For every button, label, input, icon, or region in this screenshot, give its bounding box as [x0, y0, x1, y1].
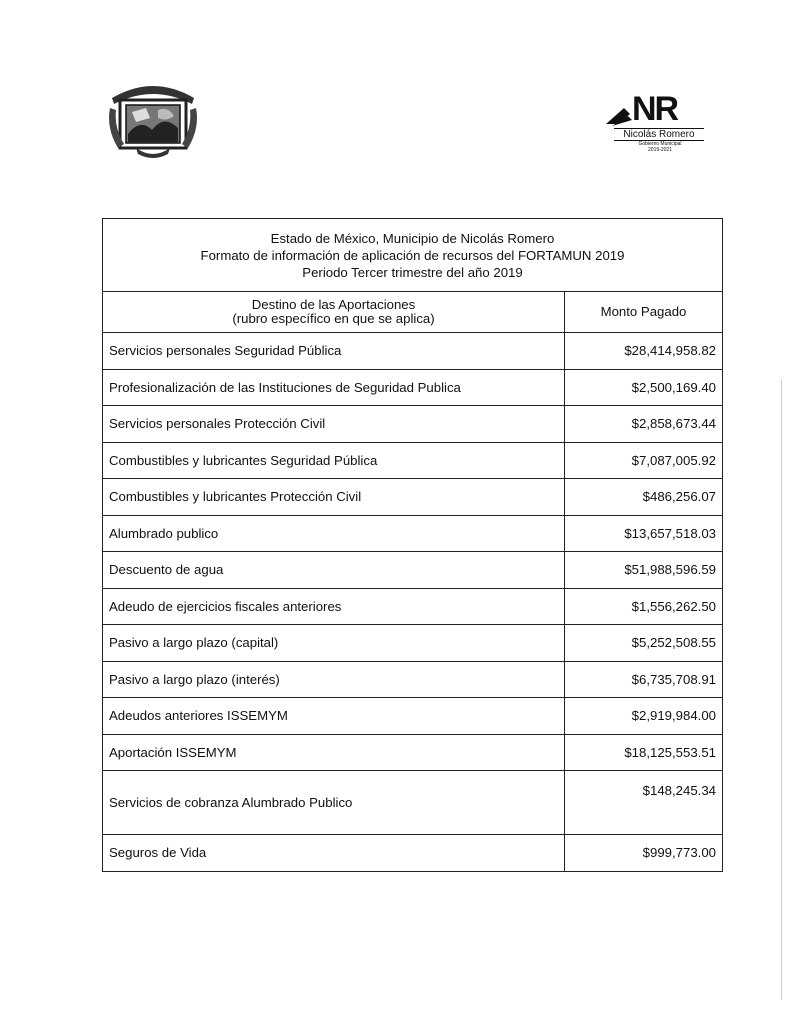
row-monto: $6,735,708.91: [565, 661, 723, 698]
row-concepto: Servicios personales Protección Civil: [103, 406, 565, 443]
table-row: [103, 734, 723, 771]
row-monto: $1,556,262.50: [565, 588, 723, 625]
row-concepto: Adeudos anteriores ISSEMYM: [103, 698, 565, 735]
row-concepto: Servicios personales Seguridad Pública: [103, 333, 565, 370]
row-monto: $7,087,005.92: [565, 442, 723, 479]
nicolas-romero-logo: [602, 90, 702, 164]
row-concepto: Combustibles y lubricantes Seguridad Pública: [103, 442, 565, 479]
destino-line-1: Destino de las Aportaciones: [251, 297, 416, 312]
report-title: [103, 219, 723, 292]
row-monto: $148,245.34: [565, 771, 723, 835]
row-monto: $5,252,508.55: [565, 625, 723, 662]
row-concepto: Alumbrado publico: [103, 515, 565, 552]
row-monto: $486,256.07: [565, 479, 723, 516]
row-monto: $28,414,958.82: [565, 333, 723, 370]
row-monto: $2,858,673.44: [565, 406, 723, 443]
row-concepto: Descuento de agua: [103, 552, 565, 589]
row-concepto: Pasivo a largo plazo (interés): [103, 661, 565, 698]
row-concepto: Profesionalización de las Instituciones de Seguridad Publica: [103, 369, 565, 406]
row-monto: $999,773.00: [565, 835, 723, 872]
title-line-2: Formato de información de aplicación de recursos del FORTAMUN 2019: [200, 247, 625, 263]
row-monto: $18,125,553.51: [565, 734, 723, 771]
row-concepto: Servicios de cobranza Alumbrado Publico: [103, 771, 565, 835]
row-concepto: Pasivo a largo plazo (capital): [103, 625, 565, 662]
table-row: [103, 406, 723, 443]
table-row: [103, 333, 723, 370]
scan-edge-artifact: [781, 380, 782, 1000]
table-row: [103, 625, 723, 662]
municipal-seal-image: [106, 78, 200, 160]
row-concepto: Adeudo de ejercicios fiscales anteriores: [103, 588, 565, 625]
logo-letters: NR: [632, 90, 678, 128]
logo-name: Nicolás Romero: [614, 128, 704, 141]
column-header-monto: Monto Pagado: [565, 292, 723, 333]
title-line-3: Periodo Tercer trimestre del año 2019: [302, 264, 523, 280]
table-row: [103, 771, 723, 835]
table-row: [103, 442, 723, 479]
fortamun-table: [102, 218, 723, 872]
table-row: [103, 588, 723, 625]
table-row: [103, 552, 723, 589]
destino-line-2: (rubro específico en que se aplica): [232, 311, 435, 326]
row-monto: $51,988,596.59: [565, 552, 723, 589]
logo-years: 2019-2021: [648, 147, 672, 153]
table-header-block: [103, 219, 723, 292]
table-row: [103, 835, 723, 872]
column-header-row: [103, 292, 723, 333]
row-monto: $2,500,169.40: [565, 369, 723, 406]
column-header-destino: [103, 292, 565, 333]
row-concepto: Seguros de Vida: [103, 835, 565, 872]
row-concepto: Aportación ISSEMYM: [103, 734, 565, 771]
table-row: [103, 479, 723, 516]
row-concepto: Combustibles y lubricantes Protección Civil: [103, 479, 565, 516]
table-row: [103, 369, 723, 406]
table-row: [103, 515, 723, 552]
row-monto: $13,657,518.03: [565, 515, 723, 552]
table-row: [103, 698, 723, 735]
logo-subtitle: Gobierno Municipal: [638, 141, 682, 147]
table-row: [103, 661, 723, 698]
row-monto: $2,919,984.00: [565, 698, 723, 735]
title-line-1: Estado de México, Municipio de Nicolás Romero: [270, 230, 555, 246]
